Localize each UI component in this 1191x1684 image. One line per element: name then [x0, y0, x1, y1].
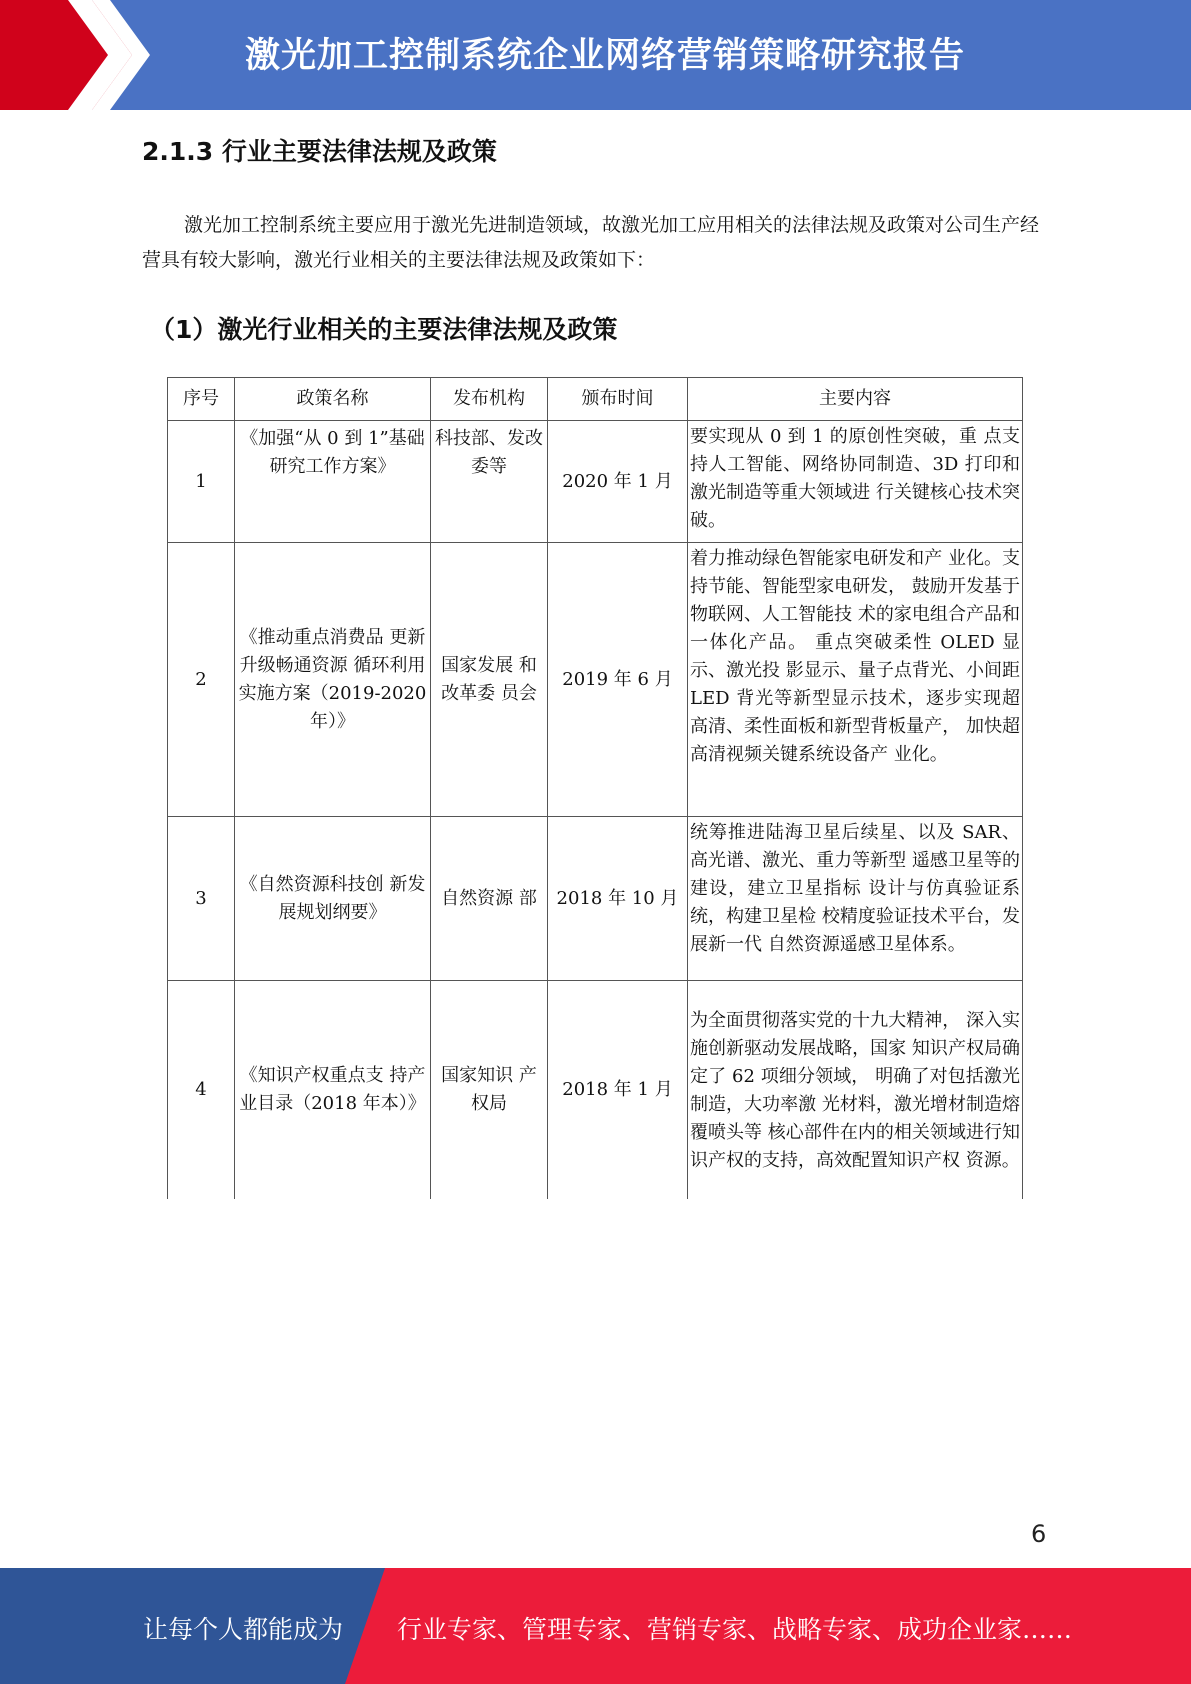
table-row	[168, 543, 1023, 817]
row-date: 2020 年 1 月	[548, 421, 688, 543]
table-header-row	[168, 378, 1023, 421]
row-no: 3	[168, 817, 235, 981]
row-agency: 自然资源 部	[431, 817, 548, 981]
table-row	[168, 421, 1023, 543]
column-header-no: 序号	[168, 378, 235, 421]
row-content: 要实现从 0 到 1 的原创性突破，重 点支持人工智能、网络协同制造、3D 打印和激光制造等重大领域进 行关键核心技术突破。	[688, 421, 1023, 543]
section-heading: 2.1.3 行业主要法律法规及政策	[142, 137, 497, 166]
row-date: 2018 年 10 月	[548, 817, 688, 981]
row-agency: 科技部、发改委等	[431, 421, 548, 543]
row-no: 1	[168, 421, 235, 543]
sub-heading: （1）激光行业相关的主要法律法规及政策	[150, 315, 618, 344]
table-row	[168, 981, 1023, 1199]
row-policy-name: 《自然资源科技创 新发展规划纲要》	[235, 817, 431, 981]
row-content: 着力推动绿色智能家电研发和产 业化。支持节能、智能型家电研发， 鼓励开发基于物联网、人工智能技 术的家电组合产品和一体化产品。 重点突破柔性 OLED 显示、激光投 影显示、量子点背光、小间距 LED 背光等新型显示技术，逐步实现超 高清、柔性面板和新型背板量产， 加快超高清视频关键系统设备产 业化。	[688, 543, 1023, 817]
row-no: 2	[168, 543, 235, 817]
row-agency: 国家发展 和改革委 员会	[431, 543, 548, 817]
footer-slogan-right: 行业专家、管理专家、营销专家、战略专家、成功企业家……	[397, 1615, 1073, 1644]
footer-slogan-left: 让每个人都能成为	[143, 1615, 344, 1644]
header-banner	[0, 0, 1191, 110]
row-policy-name: 《知识产权重点支 持产业目录（2018 年本）》	[235, 981, 431, 1199]
column-header-agency: 发布机构	[431, 378, 548, 421]
row-date: 2019 年 6 月	[548, 543, 688, 817]
row-no: 4	[168, 981, 235, 1199]
column-header-content: 主要内容	[688, 378, 1023, 421]
intro-paragraph: 激光加工控制系统主要应用于激光先进制造领域，故激光加工应用相关的法律法规及政策对公司生产经营具有较大影响，激光行业相关的主要法律法规及政策如下：	[142, 214, 1040, 271]
header-title: 激光加工控制系统企业网络营销策略研究报告	[245, 36, 966, 76]
row-content: 统筹推进陆海卫星后续星、以及 SAR、高光谱、激光、重力等新型 遥感卫星等的建设，建立卫星指标 设计与仿真验证系统，构建卫星检 校精度验证技术平台，发展新一代 自然资源遥感卫星体系。	[688, 817, 1023, 981]
row-policy-name: 《加强“从 0 到 1”基础研究工作方案》	[235, 421, 431, 543]
column-header-date: 颁布时间	[548, 378, 688, 421]
column-header-name: 政策名称	[235, 378, 431, 421]
row-policy-name: 《推动重点消费品 更新升级畅通资源 循环利用实施方案（2019-2020 年）》	[235, 543, 431, 817]
table-row	[168, 817, 1023, 981]
row-agency: 国家知识 产权局	[431, 981, 548, 1199]
page-number: 6	[1031, 1520, 1047, 1548]
row-date: 2018 年 1 月	[548, 981, 688, 1199]
row-content: 为全面贯彻落实党的十九大精神， 深入实施创新驱动发展战略，国家 知识产权局确定了 62 项细分领域， 明确了对包括激光制造，大功率激 光材料，激光增材制造熔覆喷头等 核心部件在内的相关领域进行知 识产权的支持，高效配置知识产权 资源。	[688, 981, 1023, 1199]
policy-table	[167, 377, 1023, 1199]
footer-banner	[0, 1568, 1191, 1684]
